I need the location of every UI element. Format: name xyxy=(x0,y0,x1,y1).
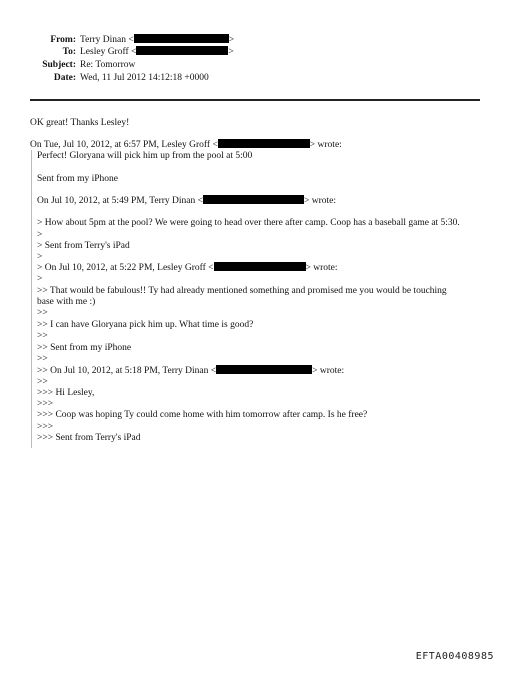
quote-marker: >>> xyxy=(37,399,54,409)
quote-marker: >> xyxy=(37,308,48,318)
subject-label: Subject: xyxy=(42,60,76,70)
quote-marker: > xyxy=(37,230,43,240)
to-value: Lesley Groff < xyxy=(80,47,137,57)
signature: >> Sent from my iPhone xyxy=(37,343,132,353)
quote-intro-end: > wrote: xyxy=(309,140,342,150)
redaction-bar xyxy=(134,34,229,43)
to-row xyxy=(0,46,300,58)
date-row xyxy=(0,72,300,84)
quote-intro-text: >> On Jul 10, 2012, at 5:18 PM, Terry Dinan < xyxy=(37,366,217,376)
quote-text: >> I can have Gloryana pick him up. What time is good? xyxy=(37,320,254,330)
redaction-bar xyxy=(136,46,228,55)
from-end: > xyxy=(228,35,235,45)
signature: Sent from my iPhone xyxy=(37,174,119,184)
signature: >>> Sent from Terry's iPad xyxy=(37,433,141,443)
quote-marker: >> xyxy=(37,354,48,364)
quote-marker: >> xyxy=(37,377,48,387)
quote-intro xyxy=(37,365,344,377)
quote-text: >>> Coop was hoping Ty could come home with him tomorrow after camp. Is he free? xyxy=(37,410,368,420)
subject-row xyxy=(0,59,300,71)
to-end: > xyxy=(228,47,234,57)
quote-marker: >> xyxy=(37,331,48,341)
from-label: From: xyxy=(50,35,76,45)
quote-intro-end: > wrote: xyxy=(312,366,345,376)
quote-bar xyxy=(31,150,32,448)
header-divider xyxy=(30,99,480,101)
subject-value: Re: Tomorrow xyxy=(80,60,136,70)
quote-intro-end: > wrote: xyxy=(304,196,337,206)
quote-intro-text: On Jul 10, 2012, at 5:49 PM, Terry Dinan < xyxy=(37,196,204,206)
date-label: Date: xyxy=(53,73,76,83)
date-value: Wed, 11 Jul 2012 14:12:18 +0000 xyxy=(80,73,209,83)
redaction-bar xyxy=(203,195,304,204)
quote-marker: > xyxy=(37,274,43,284)
redaction-bar xyxy=(216,365,312,374)
quote-text: base with me :) xyxy=(37,297,96,307)
quote-marker: > xyxy=(37,252,43,262)
redaction-bar xyxy=(218,139,310,148)
quote-text: >>> Hi Lesley, xyxy=(37,388,95,398)
quote-text: >> That would be fabulous!! Ty had already mentioned something and promised me you would be touching xyxy=(37,286,447,296)
quote-intro xyxy=(37,262,338,274)
to-label: To: xyxy=(62,47,76,57)
quote-text: Perfect! Gloryana will pick him up from the pool at 5:00 xyxy=(37,151,253,161)
signature: > Sent from Terry's iPad xyxy=(37,241,130,251)
bates-number: EFTA00408985 xyxy=(415,651,494,662)
from-row xyxy=(0,34,300,46)
reply-text: OK great! Thanks Lesley! xyxy=(30,118,130,128)
quote-intro xyxy=(37,195,336,207)
quote-marker: >>> xyxy=(37,422,54,432)
quote-intro-end: > wrote: xyxy=(305,263,338,273)
from-value: Terry Dinan < xyxy=(80,35,134,45)
quote-intro-text: > On Jul 10, 2012, at 5:22 PM, Lesley Groff < xyxy=(37,263,214,273)
quote-intro-text: On Tue, Jul 10, 2012, at 6:57 PM, Lesley Groff < xyxy=(30,140,218,150)
quote-text: > How about 5pm at the pool? We were going to head over there after camp. Coop has a baseball game at 5:30. xyxy=(37,218,460,228)
redaction-bar xyxy=(214,262,306,271)
